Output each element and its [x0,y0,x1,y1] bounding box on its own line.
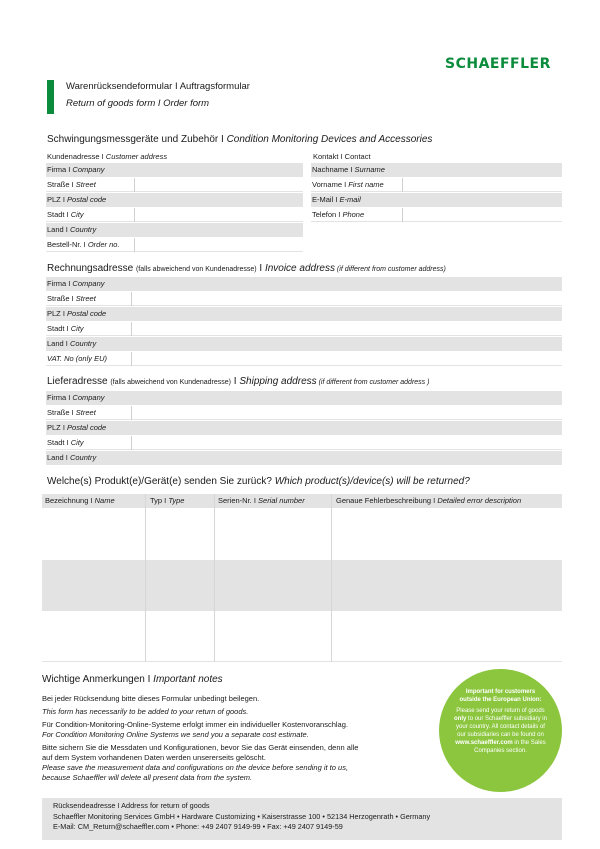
important-notes [42,694,432,783]
field-label: Nachname I Surname [312,165,385,174]
field-label: Firma I Company [47,393,105,402]
form-title-en: Return of goods form I Order form [66,98,210,109]
field-contact-phone[interactable] [311,208,562,222]
field-customer-street[interactable] [46,178,303,192]
field-shipping-city[interactable] [46,436,562,450]
field-label: Firma I Company [47,165,105,174]
note-3-de: Bitte sichern Sie die Messdaten und Konfigurationen, bevor Sie das Gerät einsenden, denn alle auf dem System vorhandenen Daten werden unsererseits gelöscht. [42,743,359,762]
devices-title-de: Schwingungsmessgeräte und Zubehör I [47,134,227,145]
notes-title: Wichtige Anmerkungen I Important notes [42,674,223,685]
note-3-en: Please save the measurement data and configurations on the device before sending it to us, because Schaeffler will delete all present data from the system. [42,763,349,782]
field-label: Straße I Street [47,408,96,417]
field-shipping-street[interactable] [46,406,562,420]
field-label: Firma I Company [47,279,105,288]
field-invoice-street[interactable] [46,292,562,306]
field-label: Land I Country [47,453,97,462]
product-row-1[interactable] [42,509,562,560]
column-divider [214,494,215,662]
field-label: PLZ I Postal code [47,423,107,432]
field-label: Stadt I City [47,210,84,219]
field-customer-country[interactable] [46,223,303,237]
products-table-header [42,494,562,508]
customer-heading-de: Kundenadresse I [47,152,106,161]
customer-heading-en: Customer address [105,152,168,161]
customer-address-heading [47,152,167,161]
accent-bar [47,80,54,114]
field-label: Telefon I Phone [312,210,365,219]
schaeffler-logo: SCHAEFFLER [445,56,551,72]
field-shipping-postal-code[interactable] [46,421,562,435]
field-label: Straße I Street [47,294,96,303]
field-invoice-vat-no[interactable] [46,352,562,366]
field-label: Vorname I First name [312,180,384,189]
field-label: PLZ I Postal code [47,309,107,318]
field-customer-order-no[interactable] [46,238,303,252]
note-2-en: For Condition Monitoring Online Systems we send you a separate cost estimate. [42,730,309,739]
field-invoice-postal-code[interactable] [46,307,562,321]
field-invoice-city[interactable] [46,322,562,336]
contact-heading: Kontakt I Contact [313,152,371,161]
shipping-section-title: Lieferadresse (falls abweichend von Kundenadresse) I Shipping address (if different from customer address ) [47,376,430,387]
product-row-2[interactable] [42,560,562,611]
return-address-line: Schaeffler Monitoring Services GmbH • Hardware Customizing • Kaiserstrasse 100 • 52134 Herzogenrath • Germany [53,811,431,821]
invoice-section-title: Rechnungsadresse (falls abweichend von Kundenadresse) I Invoice address (if different from customer address) [47,263,446,274]
field-invoice-country[interactable] [46,337,562,351]
column-divider [145,494,146,662]
products-section-title: Welche(s) Produkt(e)/Gerät(e) senden Sie zurück? Which product(s)/device(s) will be returned? [47,476,470,487]
column-type: Typ I Type [150,496,185,505]
return-address-heading: Rücksendeadresse I Address for return of goods [53,801,210,810]
field-shipping-company[interactable] [46,391,562,405]
field-shipping-country[interactable] [46,451,562,465]
column-error-description: Genaue Fehlerbeschreibung I Detailed error description [336,496,522,505]
devices-title-en: Condition Monitoring Devices and Accessories [226,134,433,145]
field-label: E-Mail I E-mail [312,195,361,204]
field-label: Straße I Street [47,180,96,189]
note-2-de: Für Condition-Monitoring-Online-Systeme erfolgt immer ein individueller Kostenvoranschlag. [42,720,348,729]
form-title-de: Warenrücksendeformular I Auftragsformular [66,81,250,92]
field-label: Bestell-Nr. I Order no. [47,240,120,249]
field-label: PLZ I Postal code [47,195,107,204]
field-label: Land I Country [47,225,97,234]
note-1-en: This form has necessarily to be added to your return of goods. [42,707,249,716]
field-label: Stadt I City [47,438,84,447]
column-name: Bezeichnung I Name [45,496,115,505]
column-divider [331,494,332,662]
field-label: Land I Country [47,339,97,348]
non-eu-customers-callout: Important for customers outside the European Union: Please send your return of goods only to our Schaeffler subsidiary in your country. All contact details of our subsidiaries can be found on www.schaeffler.com in the Sales Companies section. [439,669,562,792]
return-contact-line: E-Mail: CM_Return@schaeffler.com • Phone: +49 2407 9149-99 • Fax: +49 2407 9149-59 [53,822,343,831]
field-contact-surname[interactable] [311,163,562,177]
field-label: Stadt I City [47,324,84,333]
field-customer-postal-code[interactable] [46,193,303,207]
note-1-de: Bei jeder Rücksendung bitte dieses Formular unbedingt beilegen. [42,694,260,703]
field-customer-city[interactable] [46,208,303,222]
product-row-3[interactable] [42,611,562,662]
return-address-footer [42,798,562,840]
field-customer-company[interactable] [46,163,303,177]
field-label: VAT. No (only EU) [47,354,108,363]
field-contact-email[interactable] [311,193,562,207]
devices-section-title [47,134,432,145]
field-contact-first-name[interactable] [311,178,562,192]
field-invoice-company[interactable] [46,277,562,291]
column-serial-number: Serien-Nr. I Serial number [218,496,305,505]
